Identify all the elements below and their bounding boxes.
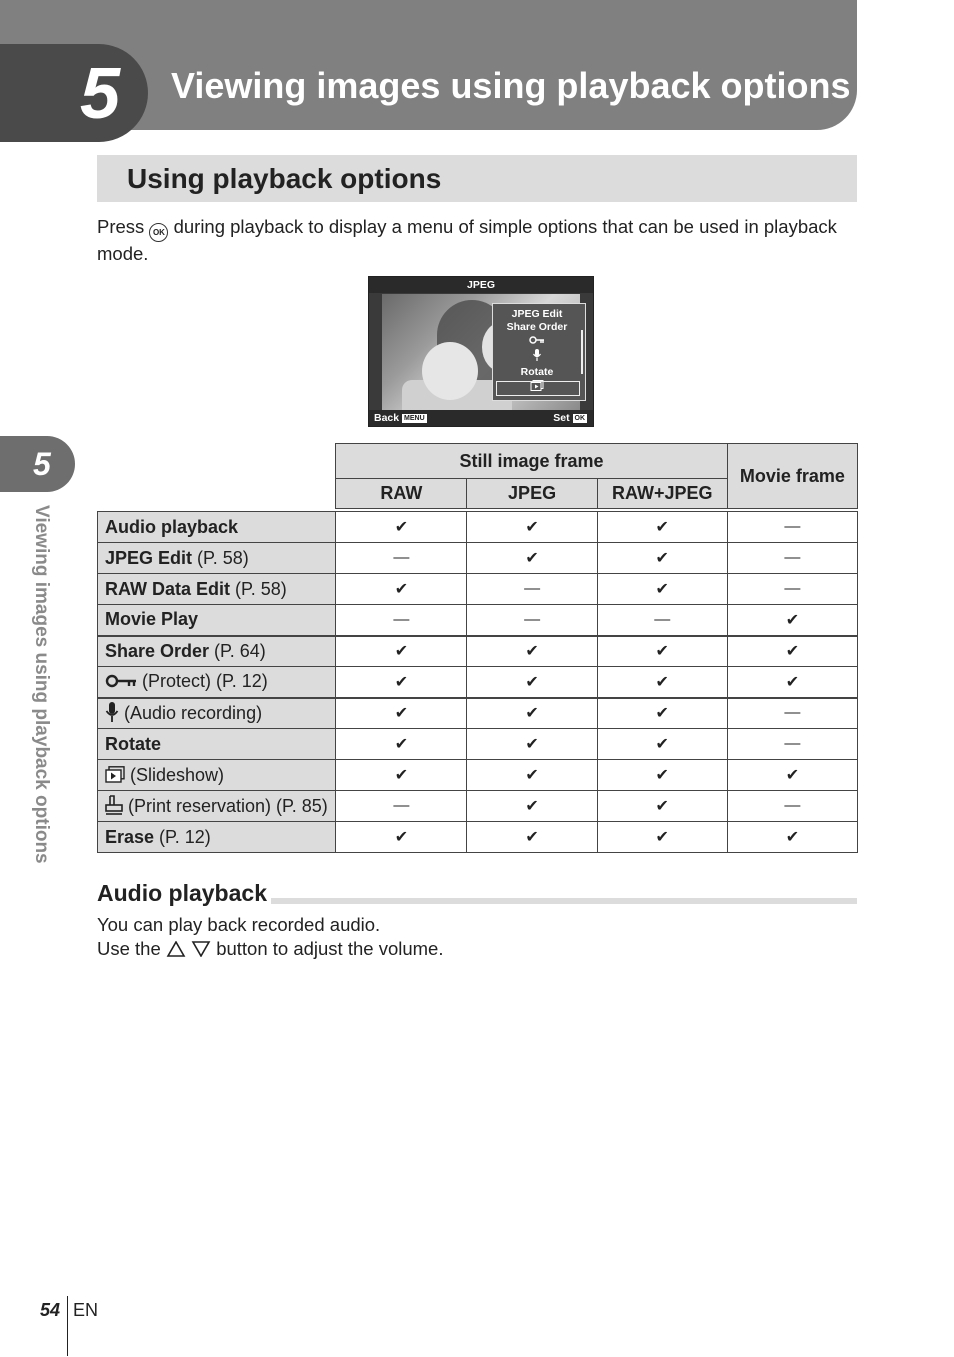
row-label: Erase (P. 12): [98, 822, 336, 853]
table-row: [98, 791, 858, 822]
down-arrow-icon: [191, 938, 211, 959]
table-cell: ✔: [467, 543, 597, 574]
table-cell: ✔: [336, 636, 467, 667]
table-cell: ✔: [727, 760, 857, 791]
table-cell: ✔: [727, 636, 857, 667]
table-cell: ✔: [597, 760, 727, 791]
screen-menu-item: Share Order: [506, 321, 568, 333]
table-cell: ✔: [597, 791, 727, 822]
table-cell: ✔: [467, 698, 597, 729]
table-cell: ✔: [336, 822, 467, 853]
up-arrow-icon: [166, 938, 186, 959]
ok-button-icon: OK: [149, 223, 168, 242]
table-cell: ✔: [597, 822, 727, 853]
table-cell: ✔: [467, 791, 597, 822]
chapter-badge: [0, 44, 148, 142]
table-row: [98, 543, 858, 574]
row-label: RAW Data Edit (P. 58): [98, 574, 336, 605]
print-icon: [105, 796, 123, 816]
microphone-icon: [105, 703, 119, 723]
screen-format-label: JPEG: [369, 277, 593, 293]
table-cell: —: [597, 605, 727, 636]
table-cell: ✔: [336, 667, 467, 698]
table-cell: ✔: [336, 574, 467, 605]
audio-playback-text: You can play back recorded audio. Use the button to adjust the volume.: [97, 914, 444, 959]
table-cell: —: [336, 791, 467, 822]
row-label: Rotate: [98, 729, 336, 760]
row-label: Movie Play: [98, 605, 336, 636]
row-label: (Slideshow): [98, 760, 336, 791]
table-cell: —: [727, 543, 857, 574]
side-chapter-text: Viewing images using playback options: [31, 505, 52, 864]
key-icon: [105, 671, 137, 691]
table-cell: ✔: [727, 822, 857, 853]
footer-divider: [67, 1296, 68, 1356]
camera-screen-illustration: [368, 276, 594, 427]
key-icon: [493, 335, 581, 349]
microphone-icon: [493, 349, 581, 365]
table-cell: ✔: [467, 822, 597, 853]
table-row: [98, 760, 858, 791]
language-label: EN: [73, 1300, 99, 1320]
side-chapter-number: 5: [33, 446, 51, 482]
row-label: Share Order (P. 64): [98, 636, 336, 667]
table-cell: —: [336, 605, 467, 636]
screen-bottom-bar: Back MENU Set OK: [369, 410, 593, 426]
table-cell: —: [727, 574, 857, 605]
section-title: Using playback options: [127, 163, 442, 194]
table-row: [98, 605, 858, 636]
table-row: [98, 698, 858, 729]
table-cell: —: [467, 605, 597, 636]
audio-playback-title: Audio playback: [97, 879, 271, 907]
table-cell: ✔: [597, 698, 727, 729]
table-cell: —: [467, 574, 597, 605]
chapter-title: Viewing images using playback options: [171, 65, 851, 106]
table-cell: ✔: [467, 636, 597, 667]
screen-menu-item: Rotate: [520, 366, 554, 378]
table-cell: ✔: [467, 729, 597, 760]
table-cell: ✔: [467, 667, 597, 698]
table-row: [98, 729, 858, 760]
row-label: (Protect) (P. 12): [98, 667, 336, 698]
raw-header: RAW: [336, 479, 467, 509]
table-cell: ✔: [597, 729, 727, 760]
table-cell: ✔: [336, 760, 467, 791]
table-cell: ✔: [597, 543, 727, 574]
table-cell: ✔: [597, 574, 727, 605]
table-cell: —: [336, 543, 467, 574]
table-row: [98, 822, 858, 853]
row-label: (Audio recording): [98, 698, 336, 729]
table-cell: —: [727, 512, 857, 543]
row-label: (Print reservation) (P. 85): [98, 791, 336, 822]
screen-menu: [492, 303, 586, 401]
screen-menu-item: JPEG Edit: [511, 308, 563, 320]
intro-text: Press OK during playback to display a menu of simple options that can be used in playback mode.: [97, 216, 837, 264]
playback-options-table: [97, 443, 858, 853]
table-cell: —: [727, 729, 857, 760]
table-row: [98, 667, 858, 698]
table-cell: ✔: [727, 605, 857, 636]
row-label: Audio playback: [98, 512, 336, 543]
table-cell: ✔: [597, 667, 727, 698]
table-row: [98, 512, 858, 543]
table-cell: ✔: [597, 512, 727, 543]
page-number: 54: [40, 1300, 61, 1320]
table-cell: ✔: [336, 698, 467, 729]
table-cell: ✔: [597, 636, 727, 667]
chapter-number: 5: [80, 54, 121, 134]
table-row: [98, 636, 858, 667]
table-cell: ✔: [336, 729, 467, 760]
table-cell: —: [727, 698, 857, 729]
row-label: JPEG Edit (P. 58): [98, 543, 336, 574]
table-cell: ✔: [727, 667, 857, 698]
raw-jpeg-header: RAW+JPEG: [597, 479, 727, 509]
table-row: [98, 574, 858, 605]
table-cell: ✔: [467, 512, 597, 543]
jpeg-header: JPEG: [467, 479, 597, 509]
slideshow-icon: [105, 765, 125, 785]
movie-frame-header: Movie frame: [727, 444, 857, 509]
menu-selection-box: [496, 381, 580, 396]
still-image-frame-header: Still image frame: [336, 444, 727, 479]
table-cell: —: [727, 791, 857, 822]
table-cell: ✔: [467, 760, 597, 791]
page-footer: [40, 1298, 98, 1322]
table-cell: ✔: [336, 512, 467, 543]
